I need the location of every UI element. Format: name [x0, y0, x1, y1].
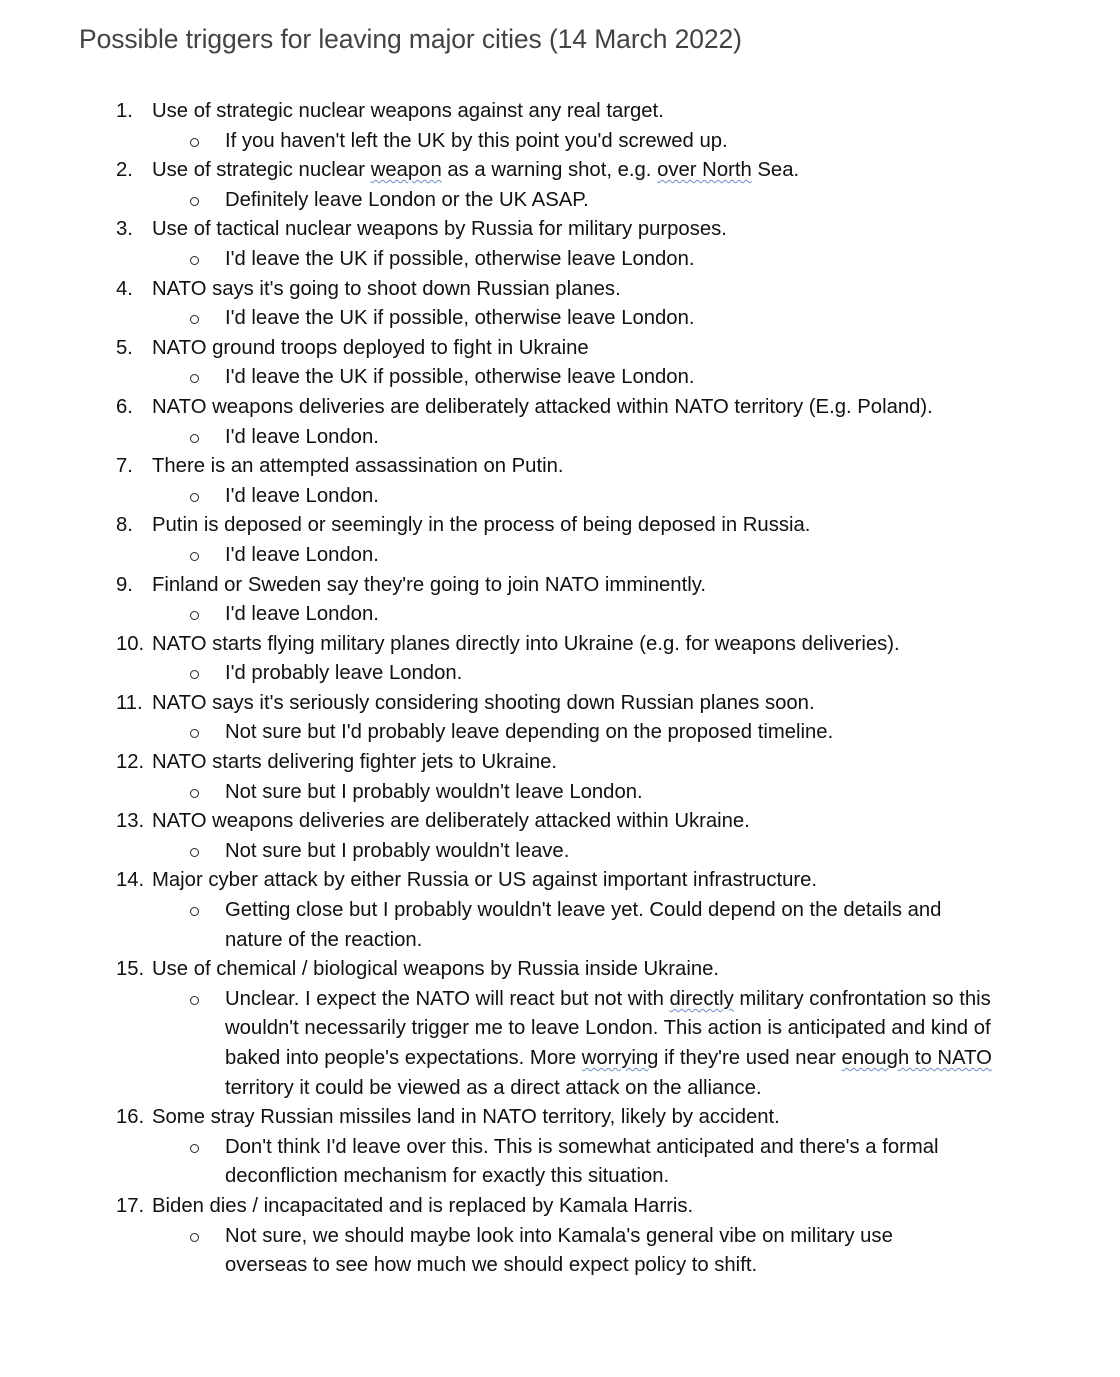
item-text: Use of chemical / biological weapons by Russia inside Ukraine. — [152, 958, 720, 981]
item-number: 6. — [116, 395, 133, 418]
hollow-bullet-icon — [190, 729, 199, 738]
item-text: NATO says it's seriously considering shooting down Russian planes soon. — [152, 691, 815, 714]
hollow-bullet-icon — [190, 848, 199, 857]
sub-item — [0, 127, 1120, 157]
sub-item-text: Not sure but I'd probably leave depending on the proposed timeline. — [225, 721, 834, 744]
item-number: 15. — [116, 958, 145, 981]
sub-item-text: Definitely leave London or the UK ASAP. — [225, 188, 589, 211]
hollow-bullet-icon — [190, 611, 199, 620]
item-text: NATO says it's going to shoot down Russian planes. — [152, 277, 621, 300]
sub-item — [0, 600, 1120, 630]
text-segment: Unclear. I expect the NATO will react but not with — [225, 987, 670, 1010]
sub-item-text: If you haven't left the UK by this point you'd screwed up. — [225, 129, 728, 152]
list-item — [0, 156, 1120, 186]
sub-item-text: I'd leave the UK if possible, otherwise leave London. — [225, 247, 695, 270]
text-segment: Use of strategic nuclear — [152, 159, 371, 182]
sub-item-text: Not sure but I probably wouldn't leave London. — [225, 780, 643, 803]
item-number: 13. — [116, 810, 145, 833]
item-number: 1. — [116, 100, 133, 122]
item-text: NATO weapons deliveries are deliberately attacked within NATO territory (E.g. Poland). — [152, 395, 933, 418]
list-item — [0, 1192, 1120, 1222]
sub-item — [0, 482, 1120, 512]
sub-item — [0, 1222, 1120, 1281]
triggers-list — [0, 97, 1120, 1281]
item-text: There is an attempted assassination on Putin. — [152, 455, 564, 478]
sub-item-text: I'd leave the UK if possible, otherwise leave London. — [225, 307, 695, 330]
list-item — [0, 689, 1120, 719]
item-text: NATO weapons deliveries are deliberately attacked within Ukraine. — [152, 810, 750, 833]
list-item — [0, 511, 1120, 541]
list-item — [0, 393, 1120, 423]
sub-item — [0, 245, 1120, 275]
list-item — [0, 807, 1120, 837]
item-number: 9. — [116, 573, 133, 596]
list-item — [0, 275, 1120, 305]
text-segment: if they're used near — [658, 1047, 842, 1069]
sub-item — [0, 423, 1120, 453]
spellcheck-word[interactable]: weapon — [370, 159, 442, 182]
text-segment: military confrontation so this wouldn't necessarily trigger me to leave London. This action is anticipated and kind of baked into people's expectations. More — [225, 987, 991, 1069]
list-item — [0, 215, 1120, 245]
item-text: Major cyber attack by either Russia or US against important infrastructure. — [152, 869, 818, 892]
sub-item-text: Not sure but I probably wouldn't leave. — [225, 839, 570, 862]
list-item — [0, 630, 1120, 660]
item-number: 12. — [116, 751, 145, 774]
sub-item — [0, 541, 1120, 571]
spellcheck-word[interactable]: enough to NATO — [841, 1047, 992, 1069]
item-text: NATO starts flying military planes directly into Ukraine (e.g. for weapons deliveries). — [152, 632, 900, 655]
spellcheck-word[interactable]: directly — [669, 987, 734, 1010]
list-item — [0, 452, 1120, 482]
hollow-bullet-icon — [190, 1144, 199, 1153]
list-item — [0, 334, 1120, 364]
hollow-bullet-icon — [190, 670, 199, 679]
hollow-bullet-icon — [190, 1233, 199, 1242]
sub-item-text: I'd leave London. — [225, 543, 379, 566]
text-segment: Sea. — [751, 159, 800, 182]
item-number: 10. — [116, 632, 145, 655]
document-title: Possible triggers for leaving major cities (14 March 2022) — [79, 24, 742, 54]
sub-item — [0, 837, 1120, 867]
item-text: Use of strategic nuclear weapons against any real target. — [152, 100, 664, 122]
list-item — [0, 955, 1120, 985]
item-text: NATO ground troops deployed to fight in Ukraine — [152, 336, 589, 359]
sub-item-text: I'd leave the UK if possible, otherwise leave London. — [225, 366, 695, 389]
item-text: Biden dies / incapacitated and is replaced by Kamala Harris. — [152, 1194, 694, 1217]
hollow-bullet-icon — [190, 789, 199, 798]
hollow-bullet-icon — [190, 907, 199, 916]
hollow-bullet-icon — [190, 493, 199, 502]
item-text: Finland or Sweden say they're going to join NATO imminently. — [152, 573, 706, 596]
sub-item-text: Don't think I'd leave over this. This is somewhat anticipated and there's a formal deconfliction mechanism for exactly this situation. — [225, 1135, 939, 1188]
item-number: 11. — [116, 691, 143, 714]
item-number: 8. — [116, 514, 133, 537]
hollow-bullet-icon — [190, 138, 199, 147]
sub-item-text: I'd leave London. — [225, 603, 379, 626]
list-item — [0, 571, 1120, 601]
hollow-bullet-icon — [190, 315, 199, 324]
sub-item — [0, 985, 1120, 1103]
list-item — [0, 97, 1120, 127]
item-text: Putin is deposed or seemingly in the process of being deposed in Russia. — [152, 514, 811, 537]
sub-item — [0, 778, 1120, 808]
hollow-bullet-icon — [190, 256, 199, 265]
item-text — [152, 156, 1002, 186]
sub-item-text: Not sure, we should maybe look into Kamala's general vibe on military use overseas to see how much we should expect policy to shift. — [225, 1224, 893, 1277]
list-item — [0, 1103, 1120, 1133]
item-number: 3. — [116, 218, 133, 241]
list-item — [0, 748, 1120, 778]
hollow-bullet-icon — [190, 197, 199, 206]
item-text: NATO starts delivering fighter jets to Ukraine. — [152, 751, 558, 774]
text-segment: as a warning shot, e.g. — [441, 159, 658, 182]
sub-item-text: I'd leave London. — [225, 425, 379, 448]
item-number: 5. — [116, 336, 133, 359]
sub-item — [0, 304, 1120, 334]
sub-item — [0, 896, 1120, 955]
hollow-bullet-icon — [190, 374, 199, 383]
item-number: 17. — [116, 1194, 145, 1217]
spellcheck-word[interactable]: worrying — [581, 1047, 659, 1069]
hollow-bullet-icon — [190, 434, 199, 443]
item-number: 16. — [116, 1106, 145, 1129]
spellcheck-word[interactable]: over North — [657, 159, 752, 182]
sub-item-text: I'd probably leave London. — [225, 662, 463, 685]
text-segment: territory it could be viewed as a direct attack on the alliance. — [225, 1076, 762, 1099]
sub-item — [0, 718, 1120, 748]
sub-item — [0, 186, 1120, 216]
hollow-bullet-icon — [190, 996, 199, 1005]
sub-item-text: Getting close but I probably wouldn't leave yet. Could depend on the details and nature of the reaction. — [225, 899, 942, 951]
sub-item — [0, 659, 1120, 689]
list-item — [0, 866, 1120, 896]
item-number: 2. — [116, 159, 133, 182]
item-text: Use of tactical nuclear weapons by Russia for military purposes. — [152, 218, 727, 241]
item-number: 4. — [116, 277, 133, 300]
sub-item — [0, 1133, 1120, 1192]
item-text: Some stray Russian missiles land in NATO territory, likely by accident. — [152, 1106, 780, 1129]
item-number: 14. — [116, 869, 145, 892]
hollow-bullet-icon — [190, 552, 199, 561]
item-number: 7. — [116, 455, 133, 478]
sub-item-text — [225, 985, 1000, 1103]
sub-item-text: I'd leave London. — [225, 484, 379, 507]
sub-item — [0, 363, 1120, 393]
